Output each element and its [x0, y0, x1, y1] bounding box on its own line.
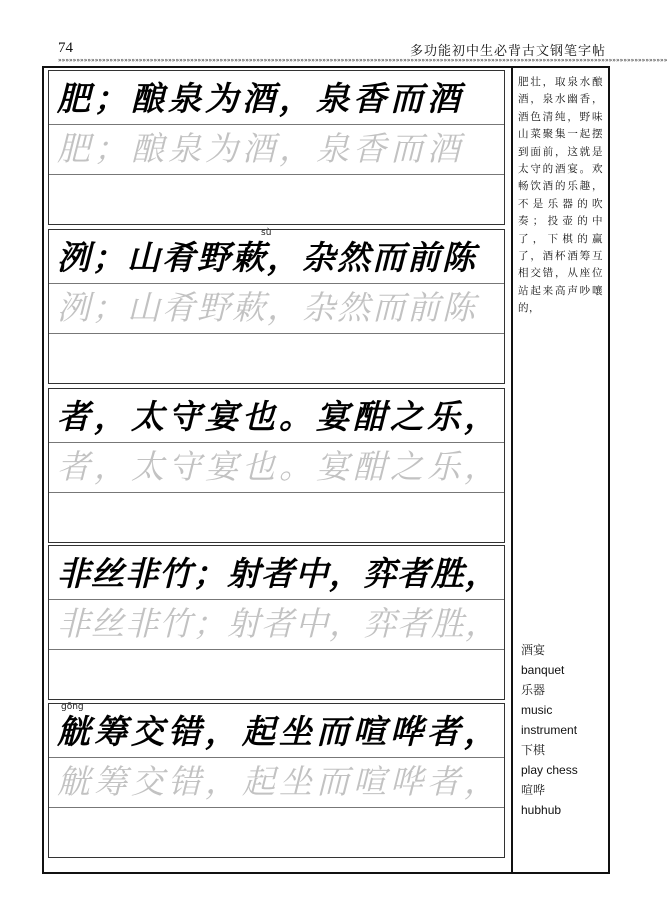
pinyin-annotation: gōng: [61, 702, 84, 712]
practice-block-1: [48, 70, 505, 225]
glossary-definition: play chess: [521, 763, 578, 777]
writing-line[interactable]: [49, 493, 504, 542]
trace-text: 洌；山肴野蔌，杂然而前陈: [57, 288, 477, 327]
practice-block-4: [48, 545, 505, 700]
glossary-definition: banquet: [521, 663, 565, 677]
sidebar-divider: [511, 66, 513, 874]
trace-line: [49, 284, 504, 334]
trace-line: [49, 758, 504, 808]
trace-line: [49, 443, 504, 493]
model-text: 非丝非竹；射者中，弈者胜，: [57, 554, 499, 593]
glossary-term: 酒宴: [521, 643, 546, 657]
trace-text: 觥筹交错，起坐而喧哗者，: [57, 762, 501, 801]
trace-line: [49, 600, 504, 650]
trace-line: [49, 125, 504, 175]
trace-text: 非丝非竹；射者中，弈者胜，: [57, 604, 499, 643]
model-text: 者，太守宴也。宴酣之乐，: [57, 397, 501, 436]
practice-block-5: [48, 703, 505, 858]
model-text: 肥；酿泉为酒，泉香而酒: [57, 79, 464, 118]
model-text: 觥筹交错，起坐而喧哗者，: [57, 712, 501, 751]
trace-text: 者，太守宴也。宴酣之乐，: [57, 447, 501, 486]
model-line: [49, 389, 504, 443]
glossary-term: 下棋: [521, 743, 546, 757]
model-line: [49, 546, 504, 600]
header-arrow-band: »»»»»»»»»»»»»»»»»»»»»»»»»»»»»»»»»»»»»»»»»»»»»»»»»»»»»»»»»»»»»»»»»»»»»»»»»»»»»»»»»»»»»»»»»»»»»»»»»»»»»»»»»»»»»»»»»»»»»»»»»»»»»»»»»»»»»»»»»»»»»»»»»»»»»»»»»»»»»»»»»»»»»»: [58, 57, 667, 64]
writing-line[interactable]: [49, 650, 504, 699]
translation-text: 肥壮，取泉水酿酒，泉水幽香，酒色清纯，野味山菜聚集一起摆到面前，这就是太守的酒宴。欢畅饮酒的乐趣，不是乐器的吹奏；投壶的中了，下棋的赢了，酒杯酒筹互相交错，从座位站起来高声吵嚷的，: [518, 76, 603, 315]
page-number: 74: [58, 40, 73, 56]
writing-line[interactable]: [49, 808, 504, 857]
model-line: [49, 71, 504, 125]
trace-text: 肥；酿泉为酒，泉香而酒: [57, 129, 464, 168]
model-line: [49, 704, 504, 758]
book-title: 多功能初中生必背古文钢笔字帖: [409, 44, 606, 59]
writing-line[interactable]: [49, 175, 504, 224]
practice-block-3: [48, 388, 505, 543]
writing-line[interactable]: [49, 334, 504, 383]
glossary-definition: hubhub: [521, 803, 562, 817]
glossary-term: 乐器: [521, 683, 546, 697]
practice-block-2: [48, 229, 505, 384]
glossary: [521, 640, 606, 820]
model-line: [49, 230, 504, 284]
glossary-term: 喧哗: [521, 783, 546, 797]
glossary-definition: instrument: [521, 723, 578, 737]
glossary-definition: music: [521, 703, 553, 717]
pinyin-annotation: sù: [261, 228, 272, 238]
model-text: 洌；山肴野蔌，杂然而前陈: [57, 238, 477, 277]
